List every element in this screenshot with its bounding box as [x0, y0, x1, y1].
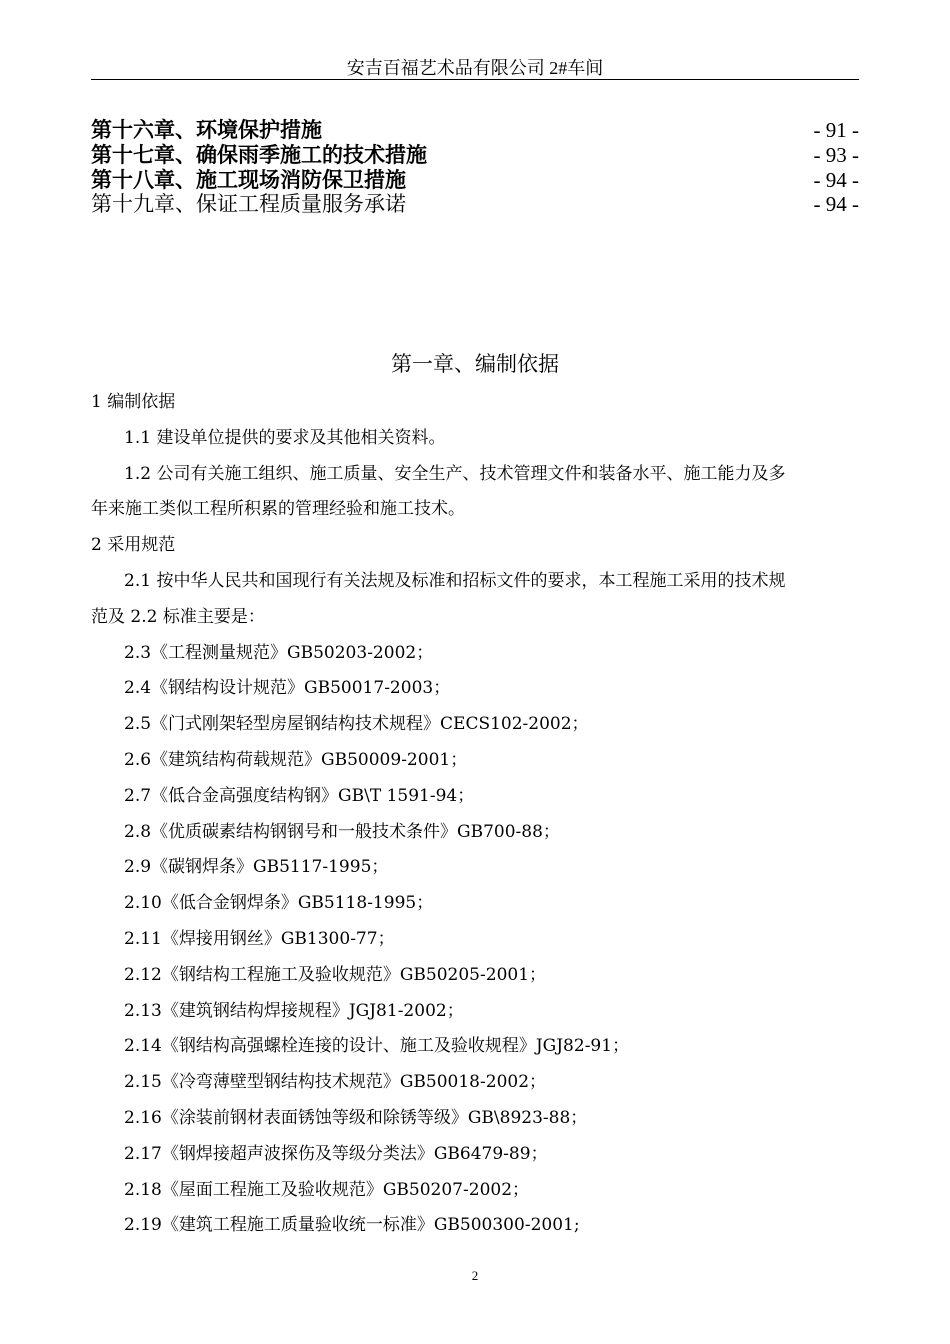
standard-item: 2.16《涂装前钢材表面锈蚀等级和除锈等级》GB\8923-88； — [124, 1107, 588, 1128]
standard-item: 2.8《优质碳素结构钢钢号和一般技术条件》GB700-88； — [124, 821, 560, 842]
toc-entry-page: - 94 - — [813, 168, 859, 192]
standard-item: 2.19《建筑工程施工质量验收统一标准》GB500300-2001; — [124, 1215, 580, 1236]
toc-entry[interactable] — [91, 192, 859, 217]
standard-item: 2.7《低合金高强度结构钢》GB\T 1591-94； — [124, 785, 475, 806]
header-rule — [91, 79, 859, 80]
chapter-title: 第一章、编制依据 — [391, 352, 559, 376]
standard-item: 2.17《钢焊接超声波探伤及等级分类法》GB6479-89； — [124, 1143, 548, 1164]
table-of-contents — [91, 117, 859, 217]
toc-entry[interactable] — [91, 142, 859, 167]
paragraph: 1.2 公司有关施工组织、施工质量、安全生产、技术管理文件和装备水平、施工能力及多 — [124, 463, 786, 484]
page-number: 2 — [471, 1268, 479, 1283]
paragraph: 2.1 按中华人民共和国现行有关法规及标准和招标文件的要求，本工程施工采用的技术规 — [124, 570, 786, 591]
standard-item: 2.14《钢结构高强螺栓连接的设计、施工及验收规程》JGJ82-91； — [124, 1036, 630, 1057]
toc-entry-page: - 93 - — [813, 143, 859, 167]
toc-entry[interactable] — [91, 117, 859, 142]
toc-entry-title: 第十九章、保证工程质量服务承诺 — [91, 192, 406, 216]
standard-item: 2.13《建筑钢结构焊接规程》JGJ81-2002； — [124, 1000, 464, 1021]
paragraph: 1.1 建设单位提供的要求及其他相关资料。 — [124, 427, 446, 448]
page-header — [91, 58, 859, 80]
header-title: 安吉百福艺术品有限公司 2#车间 — [346, 58, 604, 78]
toc-entry-title: 第十八章、施工现场消防保卫措施 — [91, 167, 406, 192]
standard-item: 2.6《建筑结构荷载规范》GB50009-2001； — [124, 749, 468, 770]
standard-item: 2.4《钢结构设计规范》GB50017-2003； — [124, 678, 451, 699]
toc-entry-title: 第十六章、环境保护措施 — [91, 117, 322, 142]
section-heading: 2 采用规范 — [91, 535, 176, 556]
toc-entry[interactable] — [91, 167, 859, 192]
section-heading: 1 编制依据 — [91, 392, 176, 412]
paragraph-continuation: 范及 2.2 标准主要是： — [91, 606, 265, 627]
toc-entry-page: - 94 - — [813, 192, 859, 216]
standard-item: 2.12《钢结构工程施工及验收规范》GB50205-2001； — [124, 964, 547, 985]
standard-item: 2.3《工程测量规范》GB50203-2002； — [124, 642, 434, 663]
standard-item: 2.15《冷弯薄壁型钢结构技术规范》GB50018-2002； — [124, 1072, 547, 1093]
toc-entry-title: 第十七章、确保雨季施工的技术措施 — [91, 142, 427, 167]
standard-item: 2.9《碳钢焊条》GB5117-1995； — [124, 857, 389, 878]
document-body — [91, 385, 861, 1244]
standard-item: 2.5《门式刚架轻型房屋钢结构技术规程》CECS102-2002； — [124, 714, 589, 735]
standard-item: 2.10《低合金钢焊条》GB5118-1995； — [124, 893, 434, 914]
standard-item: 2.18《屋面工程施工及验收规范》GB50207-2002； — [124, 1179, 530, 1200]
toc-entry-page: - 91 - — [813, 118, 859, 142]
standard-item: 2.11《焊接用钢丝》GB1300-77； — [124, 928, 395, 949]
paragraph-continuation: 年来施工类似工程所积累的管理经验和施工技术。 — [91, 499, 465, 520]
